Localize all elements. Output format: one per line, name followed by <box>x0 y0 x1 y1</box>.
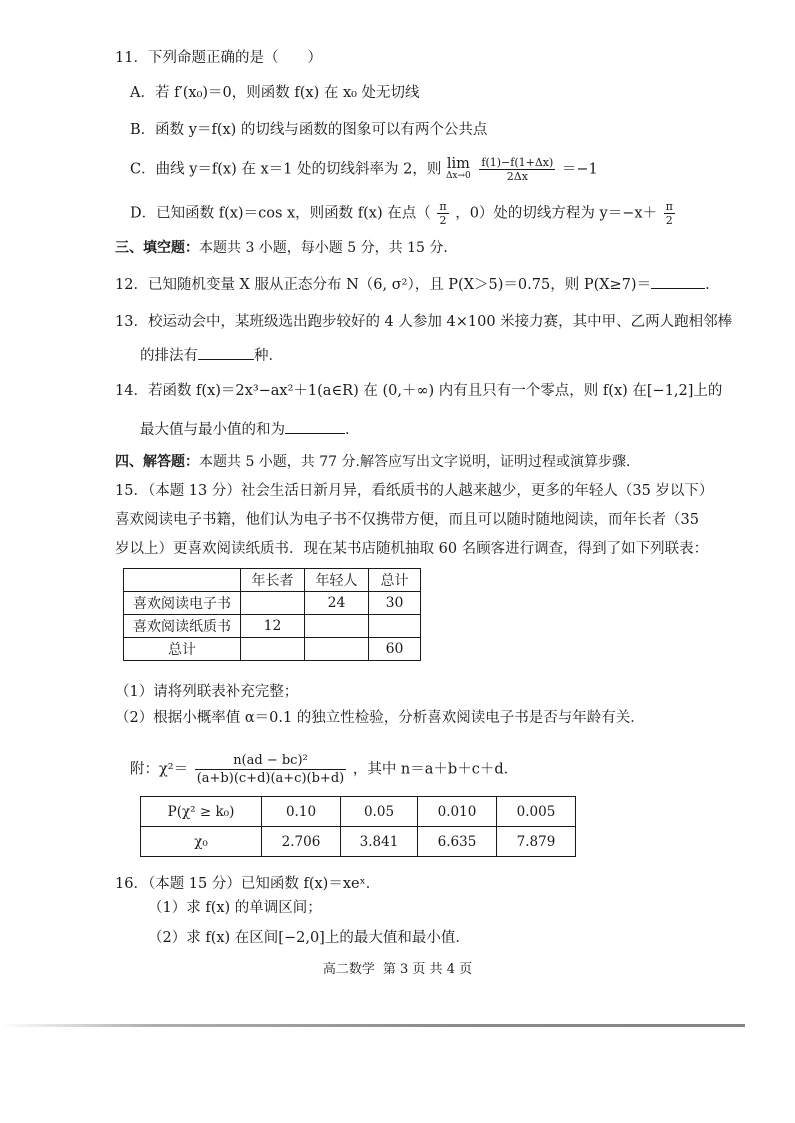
table-cell: 60 <box>369 638 421 661</box>
table-cell: 2.706 <box>262 827 341 857</box>
table-cell: 30 <box>369 592 421 615</box>
question-12-end: ． <box>705 277 720 293</box>
table-cell: 总计 <box>124 638 241 661</box>
question-12 <box>115 274 720 295</box>
section-note: 本题共 3 小题，每小题 5 分，共 15 分． <box>199 240 458 256</box>
table-cell: 24 <box>305 592 369 615</box>
question-11-option-b: B．函数 y＝f(x) 的切线与函数的图象可以有两个公共点 <box>130 122 488 138</box>
question-15-line-1: 15．（本题 13 分）社会生活日新月异，看纸质书的人越来越少，更多的年轻人（35 岁以下） <box>115 483 714 499</box>
fraction-denominator: 2Δx <box>506 170 528 183</box>
table-cell: P(χ² ≥ k₀) <box>141 797 262 827</box>
section-title: 三、填空题： <box>115 240 199 256</box>
question-15-sub-2: （2）根据小概率值 α＝0.1 的独立性检验，分析喜欢阅读电子书是否与年龄有关． <box>115 710 645 726</box>
question-15-sub-1: （1）请将列联表补充完整； <box>115 684 299 700</box>
table-cell: 0.005 <box>497 797 576 827</box>
formula-prefix: 附：χ²＝ <box>130 761 189 778</box>
question-14-line-2 <box>140 419 360 440</box>
chi-square-fraction <box>195 752 347 787</box>
question-16-sub-1: （1）求 f(x) 的单调区间； <box>148 900 322 916</box>
option-d-fraction-2 <box>664 200 675 227</box>
question-13-line-2 <box>140 345 283 366</box>
table-row <box>141 827 576 857</box>
section-title: 四、解答题： <box>115 454 199 470</box>
question-14-line-1: 14．若函数 f(x)＝2x³−ax²＋1(a∈R) 在 (0,＋∞) 内有且只有一个零点，则 f(x) 在[−1,2]上的 <box>115 383 723 399</box>
section-note: 本题共 5 小题，共 77 分.解答应写出文字说明，证明过程或演算步骤． <box>199 454 640 470</box>
footer-subject: 高二数学 <box>322 962 375 977</box>
table-row <box>124 592 421 615</box>
question-14-prefix: 最大值与最小值的和为 <box>140 422 285 438</box>
limit-symbol <box>445 155 471 182</box>
limit-label: lim <box>446 155 470 172</box>
table-cell: 年长者 <box>241 569 305 592</box>
question-16-stem: 16．（本题 15 分）已知函数 f(x)＝xeˣ． <box>115 876 381 892</box>
section-4-heading <box>115 452 640 472</box>
question-11-option-a: A．若 f′(x₀)＝0，则函数 f(x) 在 x₀ 处无切线 <box>130 85 420 101</box>
option-d-prefix: D．已知函数 f(x)＝cos x，则函数 f(x) 在点（ <box>130 205 431 222</box>
footer-page-number: 第 3 页 共 4 页 <box>382 962 473 977</box>
question-14-suffix: ． <box>345 422 360 438</box>
scan-artifact-line <box>0 1024 745 1027</box>
section-3-heading <box>115 238 457 258</box>
table-cell: 0.010 <box>418 797 497 827</box>
question-13-suffix: 种． <box>254 348 283 364</box>
option-c-fraction <box>479 156 555 183</box>
chi-square-formula <box>130 752 518 787</box>
table-cell <box>305 615 369 638</box>
question-16-sub-2: （2）求 f(x) 在区间[−2,0]上的最大值和最小值． <box>148 930 470 946</box>
table-cell: 7.879 <box>497 827 576 857</box>
table-row <box>141 797 576 827</box>
fraction-denominator: 2 <box>439 214 447 227</box>
fraction-numerator: π <box>665 200 673 213</box>
fraction-denominator: (a+b)(c+d)(a+c)(b+d) <box>196 771 345 786</box>
table-cell: 喜欢阅读电子书 <box>124 592 241 615</box>
table-cell <box>241 592 305 615</box>
question-11-option-d <box>130 200 677 227</box>
question-15-line-3: 岁以上）更喜欢阅读纸质书．现在某书店随机抽取 60 名顾客进行调查，得到了如下列联表： <box>115 541 709 557</box>
table-cell: 年轻人 <box>305 569 369 592</box>
table-row <box>124 615 421 638</box>
fraction-numerator: n(ad − bc)² <box>195 752 347 770</box>
question-15-line-2: 喜欢阅读电子书籍，他们认为电子书不仅携带方便，而且可以随时随地阅读，而年长者（35 <box>115 512 699 528</box>
option-d-fraction-1 <box>437 200 448 227</box>
answer-blank <box>285 419 345 434</box>
table-cell <box>369 615 421 638</box>
option-d-middle: ，0）处的切线方程为 y＝−x＋ <box>455 205 658 222</box>
fraction-numerator: π <box>439 200 447 213</box>
table-cell: 0.10 <box>262 797 341 827</box>
table-cell <box>124 569 241 592</box>
table-cell: 喜欢阅读纸质书 <box>124 615 241 638</box>
option-c-suffix: ＝−1 <box>561 161 598 178</box>
page-footer <box>0 958 795 977</box>
question-11-option-c <box>130 156 598 183</box>
question-11-stem: 11．下列命题正确的是（ ） <box>115 50 322 66</box>
table-cell: 总计 <box>369 569 421 592</box>
contingency-table <box>123 568 421 661</box>
critical-value-table <box>140 796 576 857</box>
fraction-denominator: 2 <box>665 214 673 227</box>
table-cell <box>305 638 369 661</box>
limit-subscript: Δx→0 <box>445 170 471 181</box>
fraction-numerator: f(1)−f(1+Δx) <box>481 156 554 169</box>
option-c-prefix: C．曲线 y＝f(x) 在 x＝1 处的切线斜率为 2，则 <box>130 161 442 178</box>
answer-blank <box>198 345 254 360</box>
question-13-prefix: 的排法有 <box>140 348 198 364</box>
table-cell <box>241 638 305 661</box>
question-13-line-1: 13．校运动会中，某班级选出跑步较好的 4 人参加 4×100 米接力赛，其中甲、乙两人跑相邻棒 <box>115 314 733 330</box>
answer-blank <box>651 274 705 289</box>
table-cell: 3.841 <box>341 827 418 857</box>
table-cell: 0.05 <box>341 797 418 827</box>
table-row <box>124 638 421 661</box>
table-cell: χ₀ <box>141 827 262 857</box>
table-header-row <box>124 569 421 592</box>
table-cell: 6.635 <box>418 827 497 857</box>
table-cell: 12 <box>241 615 305 638</box>
formula-suffix: ，其中 n＝a＋b＋c＋d． <box>352 761 519 778</box>
question-12-text: 12．已知随机变量 X 服从正态分布 N（6, σ²），且 P(X＞5)＝0.75，则 P(X≥7)＝ <box>115 277 652 293</box>
